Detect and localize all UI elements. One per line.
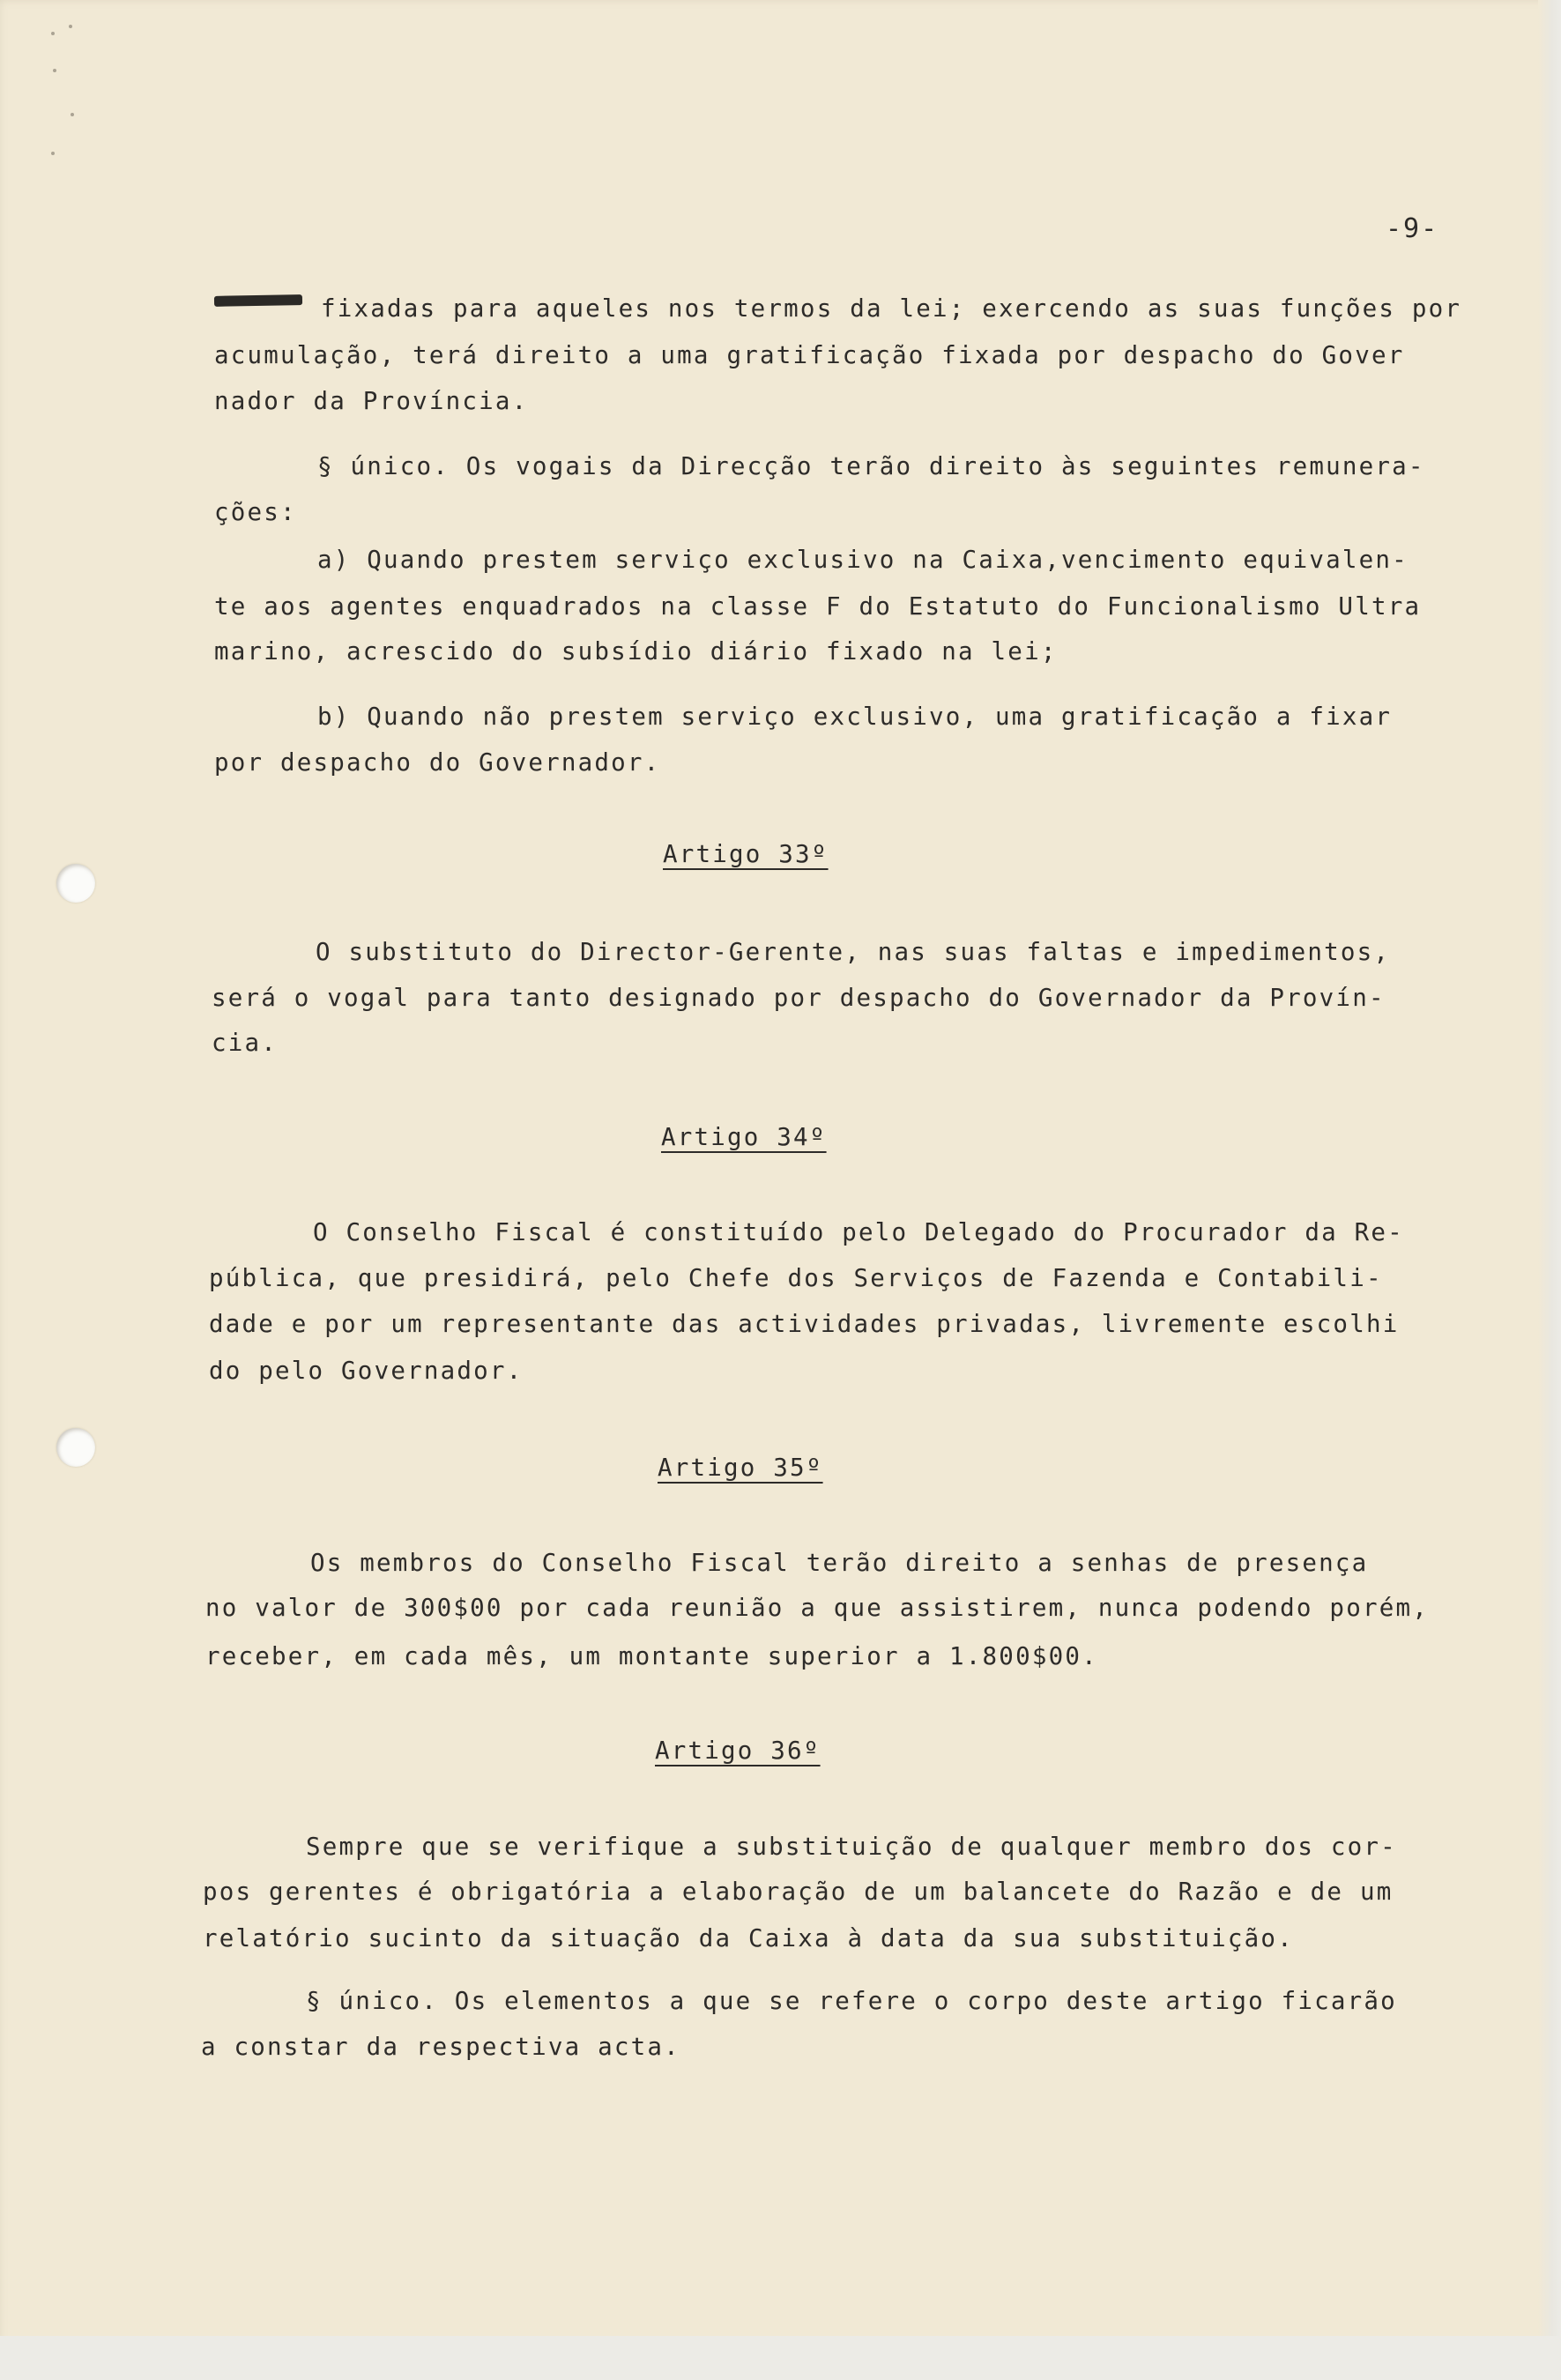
text-line: acumulação, terá direito a uma gratificação fixada por despacho do Gover (214, 341, 1405, 369)
text-line: por despacho do Governador. (214, 748, 661, 777)
text-line: pos gerentes é obrigatória a elaboração de um balancete do Razão e de um (203, 1878, 1394, 1906)
text-line: dade e por um representante das actividades privadas, livremente escolhi (209, 1310, 1400, 1338)
text-line: § único. Os elementos a que se refere o corpo deste artigo ficarão (306, 1987, 1397, 2015)
text-line: no valor de 300$00 por cada reunião a que assistirem, nunca podendo porém, (205, 1594, 1429, 1622)
text-line: ções: (214, 498, 297, 526)
page-edge-shadow (1538, 0, 1561, 2380)
paper-speck (51, 32, 55, 35)
text-line: Os membros do Conselho Fiscal terão direito a senhas de presença (310, 1549, 1369, 1577)
text-line: § único. Os vogais da Direcção terão direito às seguintes remunera- (317, 452, 1425, 480)
text-line: a) Quando prestem serviço exclusivo na Caixa,vencimento equivalen- (317, 546, 1409, 574)
text-line: fixadas para aqueles nos termos da lei; exercendo as suas funções por (321, 294, 1462, 323)
paper-speck (69, 25, 72, 28)
struck-out-word (214, 294, 302, 307)
article-heading: Artigo 36º (655, 1737, 821, 1765)
text-line: a constar da respectiva acta. (201, 2033, 680, 2061)
punch-hole-bottom (56, 1428, 95, 1467)
page-number: -9- (1386, 213, 1439, 244)
article-heading: Artigo 33º (663, 840, 829, 868)
text-line: pública, que presidirá, pelo Chefe dos Serviços de Fazenda e Contabili- (209, 1264, 1383, 1292)
text-line: Sempre que se verifique a substituição de qualquer membro dos cor- (306, 1833, 1397, 1861)
page-bottom-margin (0, 2336, 1561, 2380)
text-line: será o vogal para tanto designado por despacho do Governador da Provín- (212, 984, 1386, 1012)
text-line: relatório sucinto da situação da Caixa à data da sua substituição. (203, 1924, 1294, 1952)
text-line: O Conselho Fiscal é constituído pelo Delegado do Procurador da Re- (313, 1218, 1404, 1246)
paper-speck (53, 69, 56, 72)
text-line: te aos agentes enquadrados na classe F do Estatuto do Funcionalismo Ultra (214, 592, 1422, 621)
text-line: receber, em cada mês, um montante superior a 1.800$00. (205, 1642, 1098, 1670)
article-heading: Artigo 35º (658, 1454, 823, 1482)
text-line: cia. (212, 1029, 279, 1057)
text-line: nador da Província. (214, 387, 529, 415)
punch-hole-top (56, 864, 95, 903)
text-line: b) Quando não prestem serviço exclusivo, uma gratificação a fixar (317, 703, 1393, 731)
article-heading: Artigo 34º (661, 1123, 827, 1151)
text-line: marino, acrescido do subsídio diário fixado na lei; (214, 637, 1058, 666)
paper-speck (51, 152, 55, 155)
text-line: do pelo Governador. (209, 1357, 524, 1385)
paper-speck (71, 113, 74, 116)
text-line: O substituto do Director-Gerente, nas suas faltas e impedimentos, (316, 938, 1391, 966)
